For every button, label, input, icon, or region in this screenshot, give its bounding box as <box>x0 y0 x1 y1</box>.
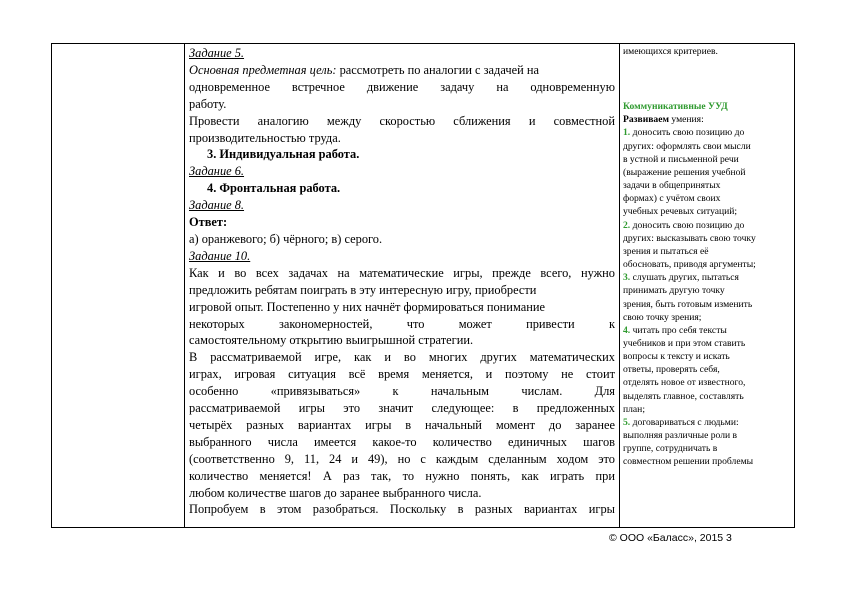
copyright-footer: © ООО «Баласс», 2015 3 <box>609 532 732 544</box>
skill-line: учебников и при этом ставить <box>623 337 746 349</box>
task5-goal <box>189 62 615 79</box>
develop-line <box>623 113 791 126</box>
p1-line3: игровой опыт. Постепенно у них начнёт формироваться понимание <box>189 299 545 314</box>
p1-line1: Как и во всех задачах на математические игры, прежде всего, нужно <box>189 265 615 280</box>
p2-line6: выбранного числа имеется какое-то количество единичных шагов <box>189 434 615 449</box>
task10-heading: Задание 10. <box>189 248 251 263</box>
skill-line: доносить свою позицию до <box>630 127 745 139</box>
p3-line1: Попробуем в этом разобраться. Поскольку в разных вариантах игры <box>189 502 615 517</box>
lesson-content-cell <box>185 44 620 528</box>
skill-number: 5. <box>623 416 631 428</box>
task6-heading: Задание 6. <box>189 164 245 179</box>
task5-line3: работу. <box>189 96 227 111</box>
skill-item-4 <box>623 324 791 337</box>
p1-line5: самостоятельному открытию выигрышной стратегии. <box>189 333 474 348</box>
skill-item-1 <box>623 126 791 139</box>
skill-line: формах) с учётом своих <box>623 193 721 205</box>
task5-line2: одновременное встречное движение задачу на одновременную <box>189 79 615 94</box>
skill-line: зрения, быть готовым изменить <box>623 298 753 310</box>
skill-line: обосновать, приводя аргументы; <box>623 259 756 271</box>
skill-line: вопросы к тексту и искать <box>623 351 730 363</box>
p1-line4: некоторых закономерностей, что может привести к <box>189 316 615 331</box>
skill-line: свою точку зрения; <box>623 311 702 323</box>
task8-heading: Задание 8. <box>189 198 245 213</box>
table-row <box>52 44 795 528</box>
skill-line: выделять главное, составлять <box>623 390 744 402</box>
skill-line: выполняя различные роли в <box>623 430 738 442</box>
skill-line: читать про себя тексты <box>630 324 727 336</box>
skill-line: других: высказывать свою точку <box>623 232 756 244</box>
task5-goal-label: Основная предметная цель: <box>189 62 337 77</box>
criteria-text: имеющихся критериев. <box>623 46 718 57</box>
item-individual-work: 3. Индивидуальная работа. <box>207 147 360 162</box>
p2-line2: играх, игровая ситуация всё время меняется, и поэтому не стоит <box>189 367 615 382</box>
p2-line9: любом количестве шагов до заранее выбранного числа. <box>189 485 482 500</box>
skill-number: 1. <box>623 127 631 139</box>
uud-cell <box>620 44 795 528</box>
p2-line1: В рассматриваемой игре, как и во многих других математических <box>189 350 615 365</box>
item-frontal-work: 4. Фронтальная работа. <box>207 181 341 196</box>
skill-line: других: оформлять свои мысли <box>623 140 751 152</box>
skill-line: группе, сотрудничать в <box>623 443 718 455</box>
p2-line5: четырёх разных вариантах игры в начальный момент до заранее <box>189 417 615 432</box>
skill-line: слушать других, пытаться <box>630 272 739 284</box>
develop-bold: Развиваем <box>623 114 669 126</box>
skill-line: ответы, проверять себя, <box>623 364 720 376</box>
develop-rest: умения: <box>669 114 704 126</box>
uud-title: Коммуникативные УУД <box>623 101 728 113</box>
skill-line: (выражение решения учебной <box>623 166 746 178</box>
skill-item-5 <box>623 416 791 429</box>
compare-line2: производительностью труда. <box>189 130 341 145</box>
p2-line3: особенно «привязываться» к начальным числам. Для <box>189 384 615 399</box>
skill-line: договариваться с людьми: <box>630 416 739 428</box>
skill-line: план; <box>623 403 645 415</box>
skill-number: 4. <box>623 324 631 336</box>
skill-line: зрения и пытаться её <box>623 245 709 257</box>
skill-line: в устной и письменной речи <box>623 153 739 165</box>
skill-line: принимать другую точку <box>623 285 725 297</box>
skill-item-3 <box>623 271 791 284</box>
skill-number: 2. <box>623 219 631 231</box>
task5-heading: Задание 5. <box>189 46 245 60</box>
skill-line: доносить свою позицию до <box>630 219 745 231</box>
task5-goal-text: рассмотреть по аналогии с задачей на <box>336 62 539 77</box>
answer-label: Ответ: <box>189 215 228 230</box>
lesson-table <box>51 43 795 528</box>
left-empty-cell <box>52 44 185 528</box>
compare-line1: Провести аналогию между скоростью сближения и совместной <box>189 113 615 128</box>
skill-item-2 <box>623 219 791 232</box>
p1-line2: предложить ребятам поиграть в эту интересную игру, приобрести <box>189 282 537 297</box>
skill-line: задачи в общепринятых <box>623 180 721 192</box>
skill-number: 3. <box>623 272 631 284</box>
p2-line4: рассматриваемой игры это значит следующее: в предложенных <box>189 401 615 416</box>
skill-line: отделять новое от известного, <box>623 377 746 389</box>
p2-line7: (соответственно 9, 11, 24 и 49), но с каждым сделанным ходом это <box>189 451 615 466</box>
answer-text: а) оранжевого; б) чёрного; в) серого. <box>189 231 383 246</box>
skill-line: учебных речевых ситуаций; <box>623 206 738 218</box>
p2-line8: количество меняется! А раз так, то нужно понять, как играть при <box>189 468 615 483</box>
skill-line: совместном решении проблемы <box>623 456 754 468</box>
